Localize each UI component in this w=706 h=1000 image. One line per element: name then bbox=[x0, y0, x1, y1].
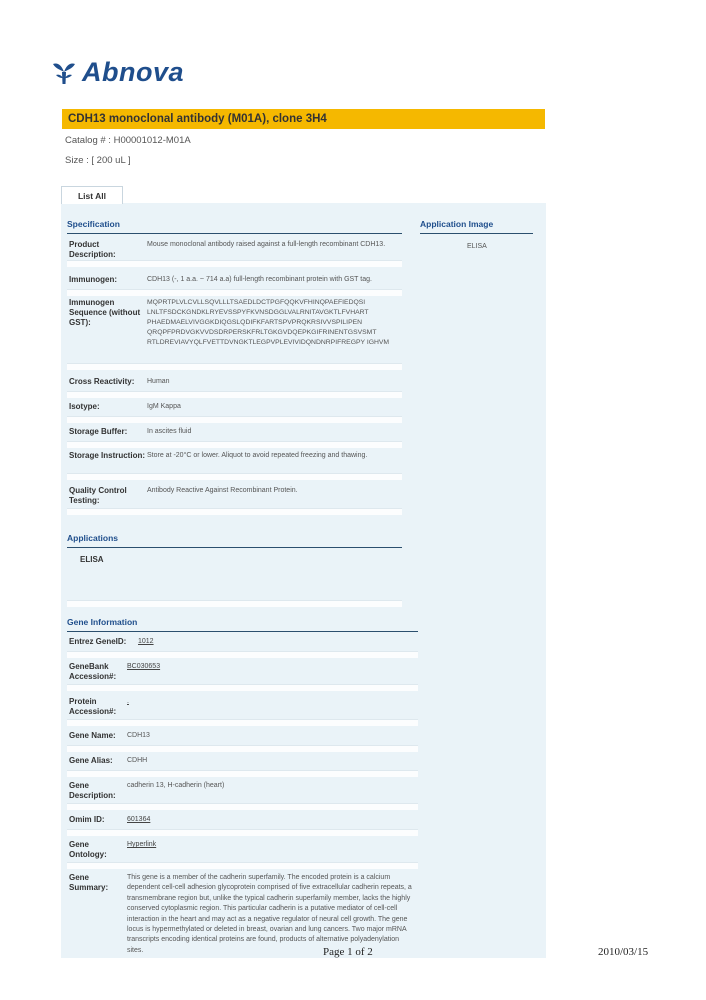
spec-value: MQPRTPLVLCVLLSQVLLLTSAEDLDCTPGFQQKVFHINQPAEFIEDQSI LNLTFSDCKGNDKLRYEVSSPYFKVNSDGGLVALRNITAVGKTLFVHART PHAEDMAELVIVGGKDIQGSLQDIFKFARTSPVPRQKRSIVVSPILIPEN QRQPFPRDVGKVVDSDRPERSKFRLTGKGVDQEPKGIFRINENTGSVSMT RTLDREVIAVYQLFVETTDVNGKTLEGPVPLEVIVIDQNDNRPIFREGPY IGHVM bbox=[147, 299, 390, 346]
abnova-logo-icon bbox=[50, 58, 78, 86]
tab-list-all[interactable]: List All bbox=[61, 186, 123, 204]
row-separator bbox=[67, 862, 418, 869]
gene-summary-text: This gene is a member of the cadherin superfamily. The encoded protein is a calcium dependent cell-cell adhesion glycoprotein comprised of five extracellular cadherin repeats, a transmembrane region but, unlike the typical cadherin superfamily member, lacks the highly conserved cytoplasmic region. This particular cadherin is a putative mediator of cell-cell interaction in the heart and may act as a negative regulator of neural cell growth. The gene locus is hypermethylated or deleted in breast, ovarian and lung cancers. Two major mRNA transcripts encoding identical proteins are found, products of alternative polyadenylation sites. bbox=[127, 874, 412, 954]
gene-value: CDH13 bbox=[127, 732, 150, 739]
catalog-number: Catalog # : H00001012-M01A bbox=[65, 135, 191, 146]
print-date: 2010/03/15 bbox=[598, 946, 649, 958]
row-separator bbox=[67, 803, 418, 810]
spec-value: Mouse monoclonal antibody raised against a full-length recombinant CDH13. bbox=[147, 241, 386, 248]
size-info: Size : [ 200 uL ] bbox=[65, 155, 131, 166]
gene-label: Gene Description: bbox=[69, 781, 116, 800]
genebank-accession-link[interactable]: BC030653 bbox=[127, 663, 161, 670]
protein-accession-link[interactable]: . bbox=[127, 698, 129, 705]
row-separator bbox=[67, 441, 402, 448]
gene-label: Gene Summary: bbox=[69, 873, 109, 892]
entrez-gene-id-link[interactable]: 1012 bbox=[138, 638, 154, 645]
row-separator bbox=[67, 745, 418, 752]
abnova-logo bbox=[50, 55, 184, 89]
spec-value: Human bbox=[147, 378, 170, 385]
gene-ontology-link[interactable]: Hyperlink bbox=[127, 841, 157, 848]
spec-label: Isotype: bbox=[69, 402, 100, 411]
spec-label: Quality Control Testing: bbox=[69, 486, 127, 505]
spec-value: Store at -20°C or lower. Aliquot to avoid repeated freezing and thawing. bbox=[147, 452, 368, 459]
spec-label: Storage Instruction: bbox=[69, 451, 146, 460]
spec-value: Antibody Reactive Against Recombinant Protein. bbox=[147, 487, 298, 494]
row-separator bbox=[67, 391, 402, 398]
spec-label: Immunogen: bbox=[69, 275, 117, 284]
row-separator bbox=[67, 651, 418, 658]
spec-label: Storage Buffer: bbox=[69, 427, 128, 436]
page-number: Page 1 of 2 bbox=[323, 946, 373, 958]
row-separator bbox=[67, 600, 402, 607]
brand-name: Abnova bbox=[82, 56, 185, 87]
gene-label: Gene Name: bbox=[69, 731, 116, 740]
gene-label: GeneBank Accession#: bbox=[69, 662, 117, 681]
row-separator bbox=[67, 770, 418, 777]
spec-label: Cross Reactivity: bbox=[69, 377, 135, 386]
gene-value: CDHH bbox=[127, 757, 148, 764]
row-separator bbox=[67, 289, 402, 296]
row-separator bbox=[67, 260, 402, 267]
row-separator bbox=[67, 363, 402, 370]
gene-value: cadherin 13, H-cadherin (heart) bbox=[127, 782, 225, 789]
specification-header: Specification bbox=[67, 219, 402, 234]
applications-header: Applications bbox=[67, 533, 402, 548]
application-image-header: Application Image bbox=[420, 219, 533, 234]
row-separator bbox=[67, 508, 402, 515]
spec-value: In ascites fluid bbox=[147, 428, 192, 435]
gene-label: Omim ID: bbox=[69, 815, 105, 824]
application-item: ELISA bbox=[80, 555, 104, 564]
gene-label: Gene Ontology: bbox=[69, 840, 107, 859]
gene-label: Gene Alias: bbox=[69, 756, 113, 765]
gene-label: Protein Accession#: bbox=[69, 697, 117, 716]
row-separator bbox=[67, 684, 418, 691]
gene-information-header: Gene Information bbox=[67, 617, 418, 632]
row-separator bbox=[67, 473, 402, 480]
gene-label: Entrez GeneID: bbox=[69, 637, 127, 646]
row-separator bbox=[67, 719, 418, 726]
row-separator bbox=[67, 829, 418, 836]
product-title: CDH13 monoclonal antibody (M01A), clone 3H4 bbox=[62, 109, 545, 129]
spec-label: Product Description: bbox=[69, 240, 116, 259]
spec-value: CDH13 (-, 1 a.a. ~ 714 a.a) full-length recombinant protein with GST tag. bbox=[147, 276, 372, 283]
application-image-label: ELISA bbox=[467, 243, 487, 250]
spec-value: IgM Kappa bbox=[147, 403, 181, 410]
spec-label: Immunogen Sequence (without GST): bbox=[69, 298, 141, 327]
row-separator bbox=[67, 416, 402, 423]
omim-id-link[interactable]: 601364 bbox=[127, 816, 151, 823]
